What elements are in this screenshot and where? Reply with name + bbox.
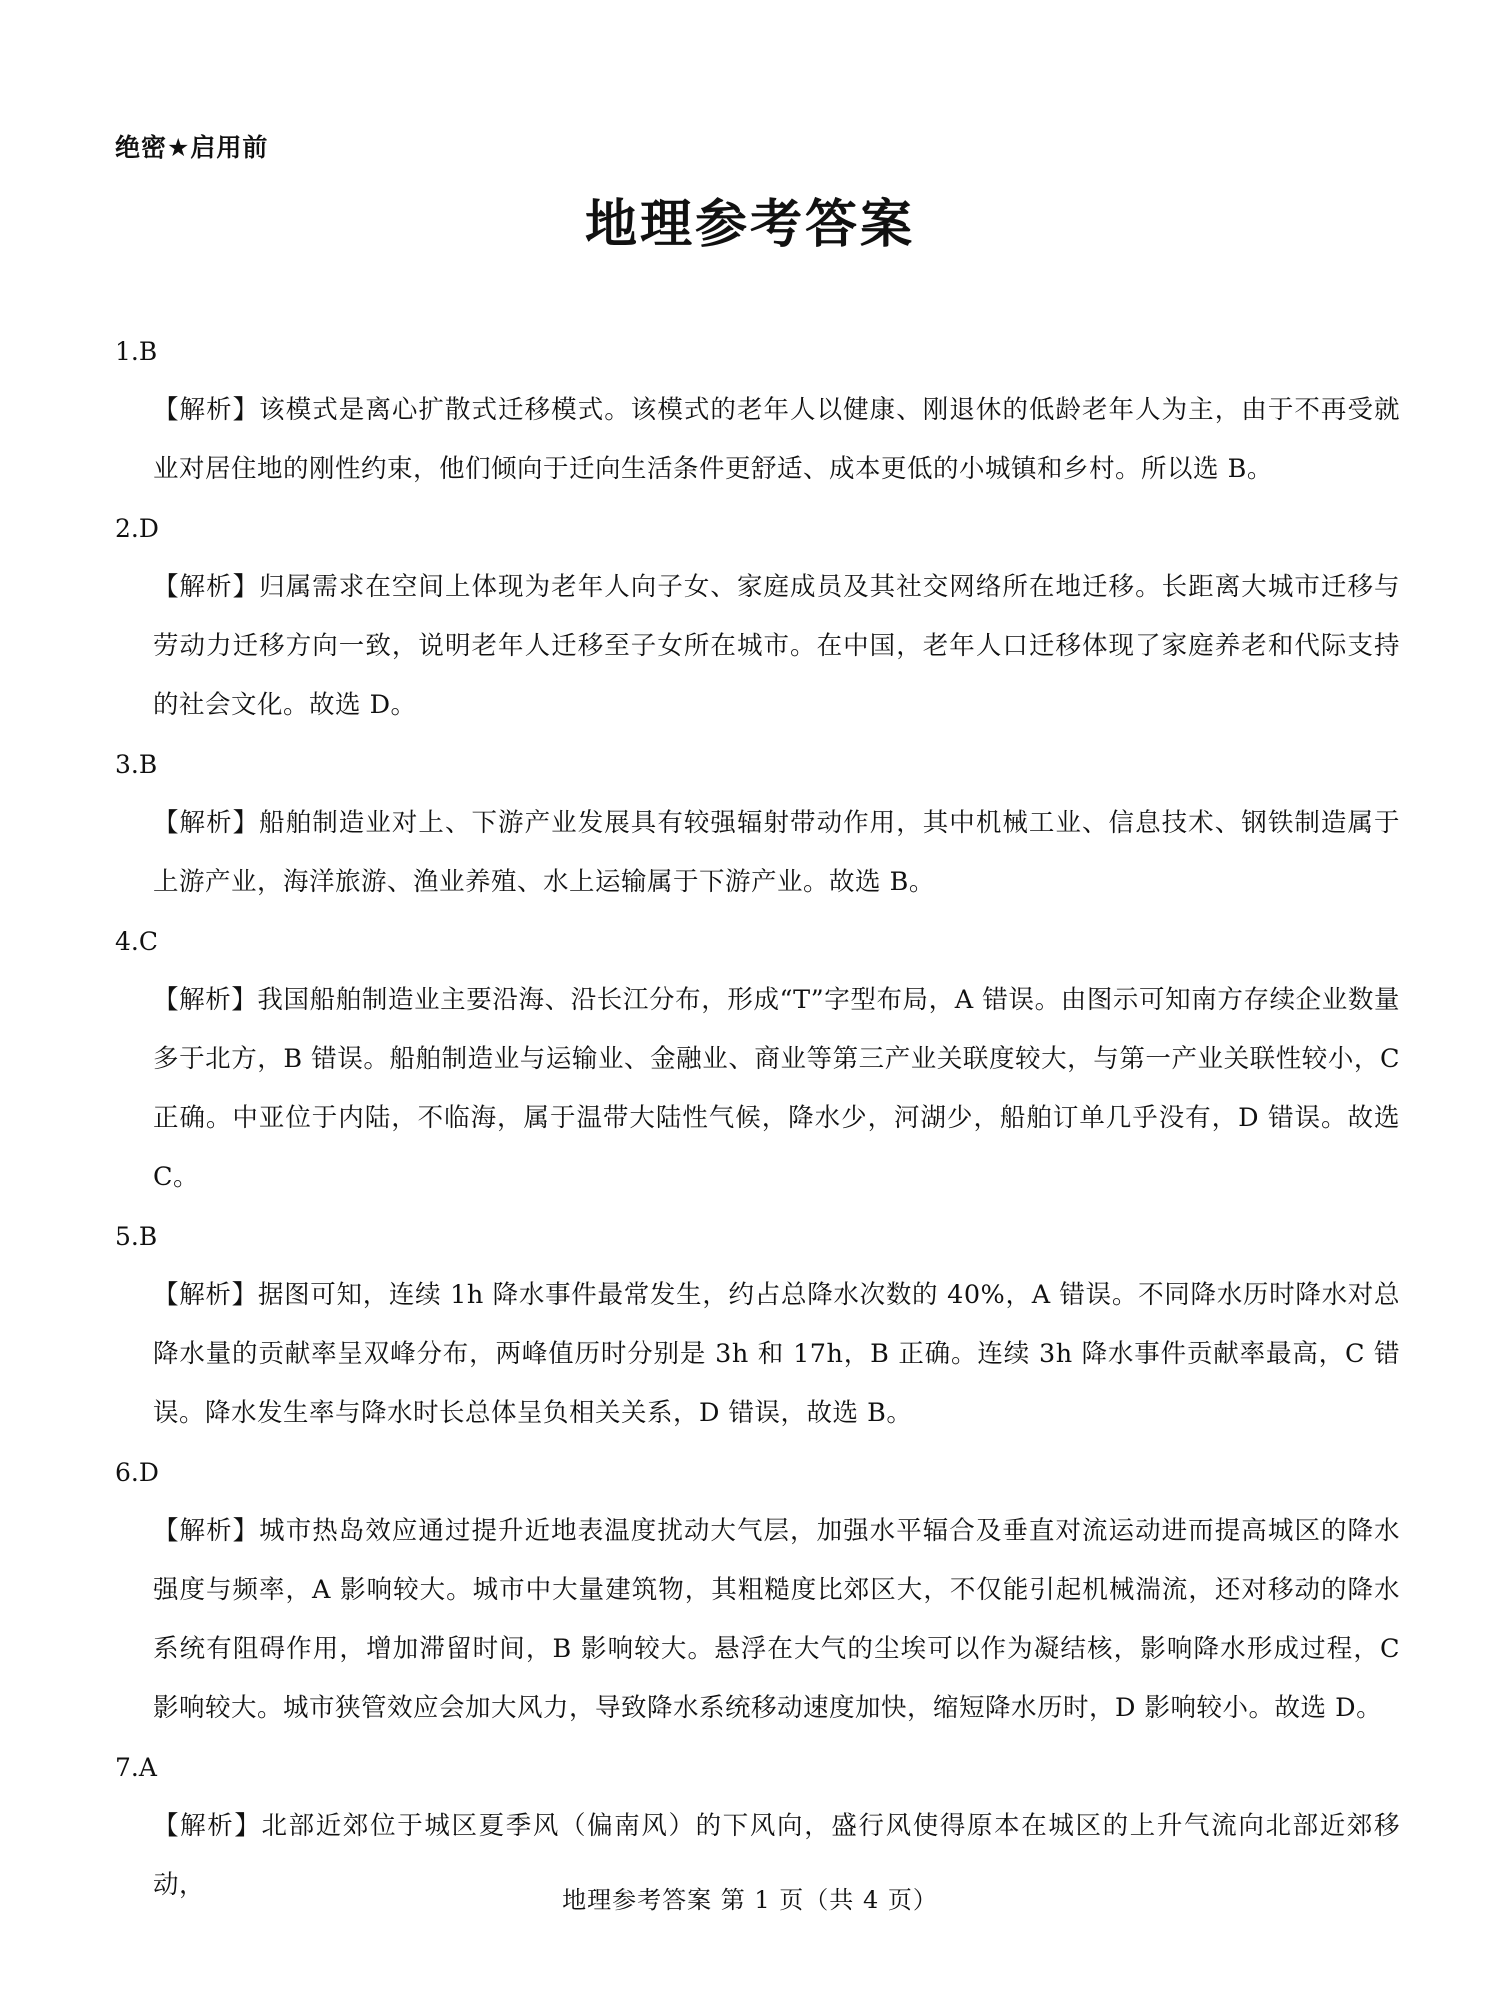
page-title: 地理参考答案: [584, 195, 915, 255]
question-number: 4.C: [115, 927, 158, 956]
question-6: [115, 1443, 1400, 1738]
question-number: 6.D: [115, 1458, 159, 1487]
question-explanation: 【解析】城市热岛效应通过提升近地表温度扰动大气层，加强水平辐合及垂直对流运动进而提高城区的降水强度与频率，A 影响较大。城市中大量建筑物，其粗糙度比郊区大，不仅能引起机械湍流，还对移动的降水系统有阻碍作用，增加滞留时间，B 影响较大。悬浮在大气的尘埃可以作为凝结核，影响降水形成过程，C 影响较大。城市狭管效应会加大风力，导致降水系统移动速度加快，缩短降水历时，D 影响较小。故选 D。: [153, 1516, 1400, 1723]
question-number: 5.B: [115, 1222, 158, 1251]
question-explanation: 【解析】据图可知，连续 1h 降水事件最常发生，约占总降水次数的 40%，A 错误。不同降水历时降水对总降水量的贡献率呈双峰分布，两峰值历时分别是 3h 和 17h，B 正确。连续 3h 降水事件贡献率最高，C 错误。降水发生率与降水时长总体呈负相关关系，D 错误，故选 B。: [153, 1280, 1400, 1428]
question-number: 3.B: [115, 750, 158, 779]
confidential-mark: 绝密★启用前: [115, 133, 269, 162]
question-explanation: 【解析】该模式是离心扩散式迁移模式。该模式的老年人以健康、刚退休的低龄老年人为主，由于不再受就业对居住地的刚性约束，他们倾向于迁向生活条件更舒适、成本更低的小城镇和乡村。所以选 B。: [153, 395, 1400, 484]
question-number: 1.B: [115, 337, 158, 366]
question-3: [115, 735, 1400, 912]
question-2: [115, 499, 1400, 735]
question-5: [115, 1207, 1400, 1443]
question-4: [115, 912, 1400, 1207]
question-explanation: 【解析】我国船舶制造业主要沿海、沿长江分布，形成“T”字型布局，A 错误。由图示可知南方存续企业数量多于北方，B 错误。船舶制造业与运输业、金融业、商业等第三产业关联度较大，与第一产业关联性较小，C 正确。中亚位于内陆，不临海，属于温带大陆性气候，降水少，河湖少，船舶订单几乎没有，D 错误。故选 C。: [153, 985, 1400, 1192]
page-footer: 地理参考答案 第 1 页（共 4 页）: [562, 1886, 938, 1914]
question-number: 7.A: [115, 1753, 157, 1782]
question-number: 2.D: [115, 514, 159, 543]
question-1: [115, 322, 1400, 499]
answer-list: [115, 322, 1400, 1915]
question-explanation: 【解析】归属需求在空间上体现为老年人向子女、家庭成员及其社交网络所在地迁移。长距离大城市迁移与劳动力迁移方向一致，说明老年人迁移至子女所在城市。在中国，老年人口迁移体现了家庭养老和代际支持的社会文化。故选 D。: [153, 572, 1400, 720]
question-explanation: 【解析】船舶制造业对上、下游产业发展具有较强辐射带动作用，其中机械工业、信息技术、钢铁制造属于上游产业，海洋旅游、渔业养殖、水上运输属于下游产业。故选 B。: [153, 808, 1400, 897]
question-explanation: 【解析】北部近郊位于城区夏季风（偏南风）的下风向，盛行风使得原本在城区的上升气流向北部近郊移动，: [153, 1811, 1400, 1900]
